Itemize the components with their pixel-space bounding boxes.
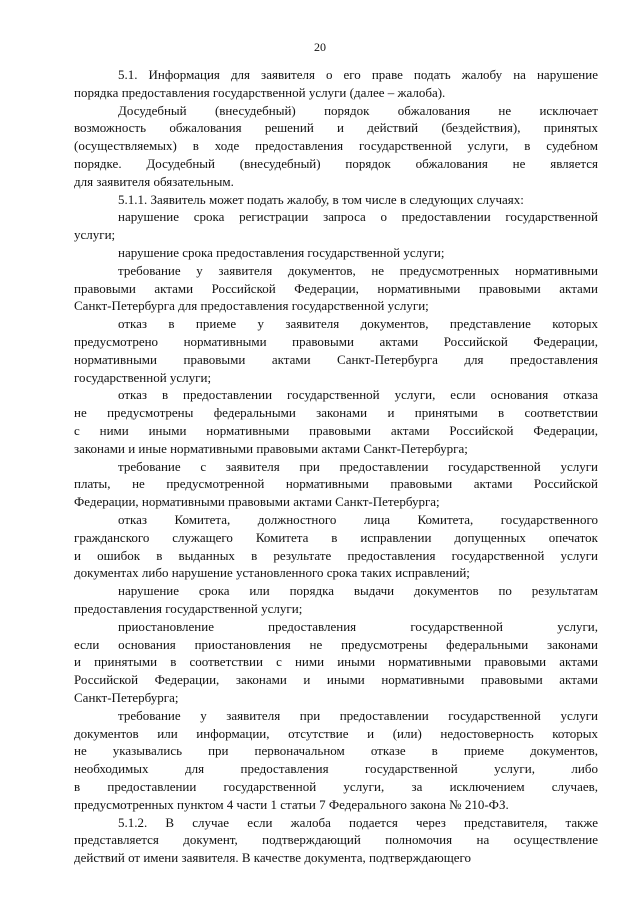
- text-line: приостановление предоставления государственной услуги,: [118, 618, 598, 634]
- text-line: требование у заявителя при предоставлении государственной услуги: [118, 707, 598, 723]
- text-line: Санкт-Петербурга;: [74, 690, 179, 705]
- text-line: нарушение срока регистрации запроса о предоставлении государственной: [118, 209, 598, 225]
- text-line: предоставления государственной услуги;: [74, 601, 303, 616]
- text-line: гражданского служащего Комитета в исправлении допущенных опечаток: [74, 529, 598, 545]
- text-line: не указывались при первоначальном отказе в приеме документов,: [74, 743, 598, 759]
- text-line: отказ в приеме у заявителя документов, представление которых: [118, 316, 598, 332]
- text-line: 5.1.2. В случае если жалоба подается через представителя, также: [118, 814, 598, 830]
- text-line: 5.1. Информация для заявителя о его праве подать жалобу на нарушение: [118, 67, 598, 82]
- text-line: и ошибок в выданных в результате предоставления государственной услуги: [74, 547, 598, 563]
- text-line: действий от имени заявителя. В качестве документа, подтверждающего: [74, 850, 472, 866]
- text-line: (осуществляемых) в ходе предоставления государственной услуги, в судебном: [74, 138, 598, 154]
- page-number: 20: [314, 40, 326, 54]
- text-line: государственной услуги;: [74, 369, 212, 385]
- text-line: требование у заявителя документов, не предусмотренных нормативными: [118, 262, 598, 278]
- text-line: услуги;: [74, 227, 116, 243]
- text-line: 5.1.1. Заявитель может подать жалобу, в том числе в следующих случаях:: [118, 191, 524, 207]
- text-line: если основания приостановления не предусмотрены федеральными законами: [74, 636, 598, 652]
- text-line: предусмотренных пунктом 4 части 1 статьи 7 Федерального закона № 210-ФЗ.: [74, 796, 509, 812]
- text-line: и принятыми в соответствии с ними иными нормативными правовыми актами: [74, 654, 598, 670]
- text-line: не предусмотрены федеральными законами и принятыми в соответствии: [74, 405, 598, 421]
- text-line: Российской Федерации, законами и иными нормативными правовыми актами: [74, 672, 598, 688]
- text-line: порядке. Досудебный (внесудебный) порядок обжалования не является: [74, 156, 598, 171]
- text-line: отказ в предоставлении государственной услуги, если основания отказа: [118, 387, 598, 403]
- text-line: требование с заявителя при предоставлении государственной услуги: [118, 458, 598, 474]
- text-line: законами и иные нормативными правовыми актами Санкт-Петербурга;: [74, 440, 468, 456]
- text-line: нарушение срока предоставления государственной услуги;: [118, 245, 445, 260]
- text-line: представляется документ, подтверждающий полномочия на осуществление: [74, 832, 598, 848]
- text-line: платы, не предусмотренной нормативными правовыми актами Российской: [74, 476, 598, 492]
- text-line: с ними иными нормативными правовыми актами Российской Федерации,: [74, 423, 598, 438]
- text-line: Федерации, нормативными правовыми актами Санкт-Петербурга;: [74, 494, 440, 510]
- text-line: нормативными правовыми актами Санкт-Петербурга для предоставления: [74, 351, 598, 367]
- text-line: предусмотрено нормативными правовыми актами Российской Федерации,: [74, 334, 598, 349]
- text-line: документах либо нарушение установленного срока таких исправлений;: [74, 565, 470, 581]
- text-line: возможность обжалования решений и действий (бездействия), принятых: [74, 120, 598, 136]
- text-line: нарушение срока или порядка выдачи документов по результатам: [118, 583, 598, 599]
- text-line: порядка предоставления государственной услуги (далее – жалоба).: [74, 84, 446, 100]
- text-line: Досудебный (внесудебный) порядок обжалования не исключает: [118, 102, 598, 118]
- text-line: документов или информации, отсутствие и (или) недостоверность которых: [74, 725, 598, 741]
- text-line: в предоставлении государственной услуги, за исключением случаев,: [74, 779, 598, 794]
- text-line: отказ Комитета, должностного лица Комитета, государственного: [118, 512, 598, 527]
- text-line: необходимых для предоставления государственной услуги, либо: [74, 761, 598, 777]
- text-line: Санкт-Петербурга для предоставления государственной услуги;: [74, 298, 429, 314]
- text-line: правовыми актами Российской Федерации, нормативными правовыми актами: [74, 280, 598, 296]
- text-line: для заявителя обязательным.: [74, 173, 234, 189]
